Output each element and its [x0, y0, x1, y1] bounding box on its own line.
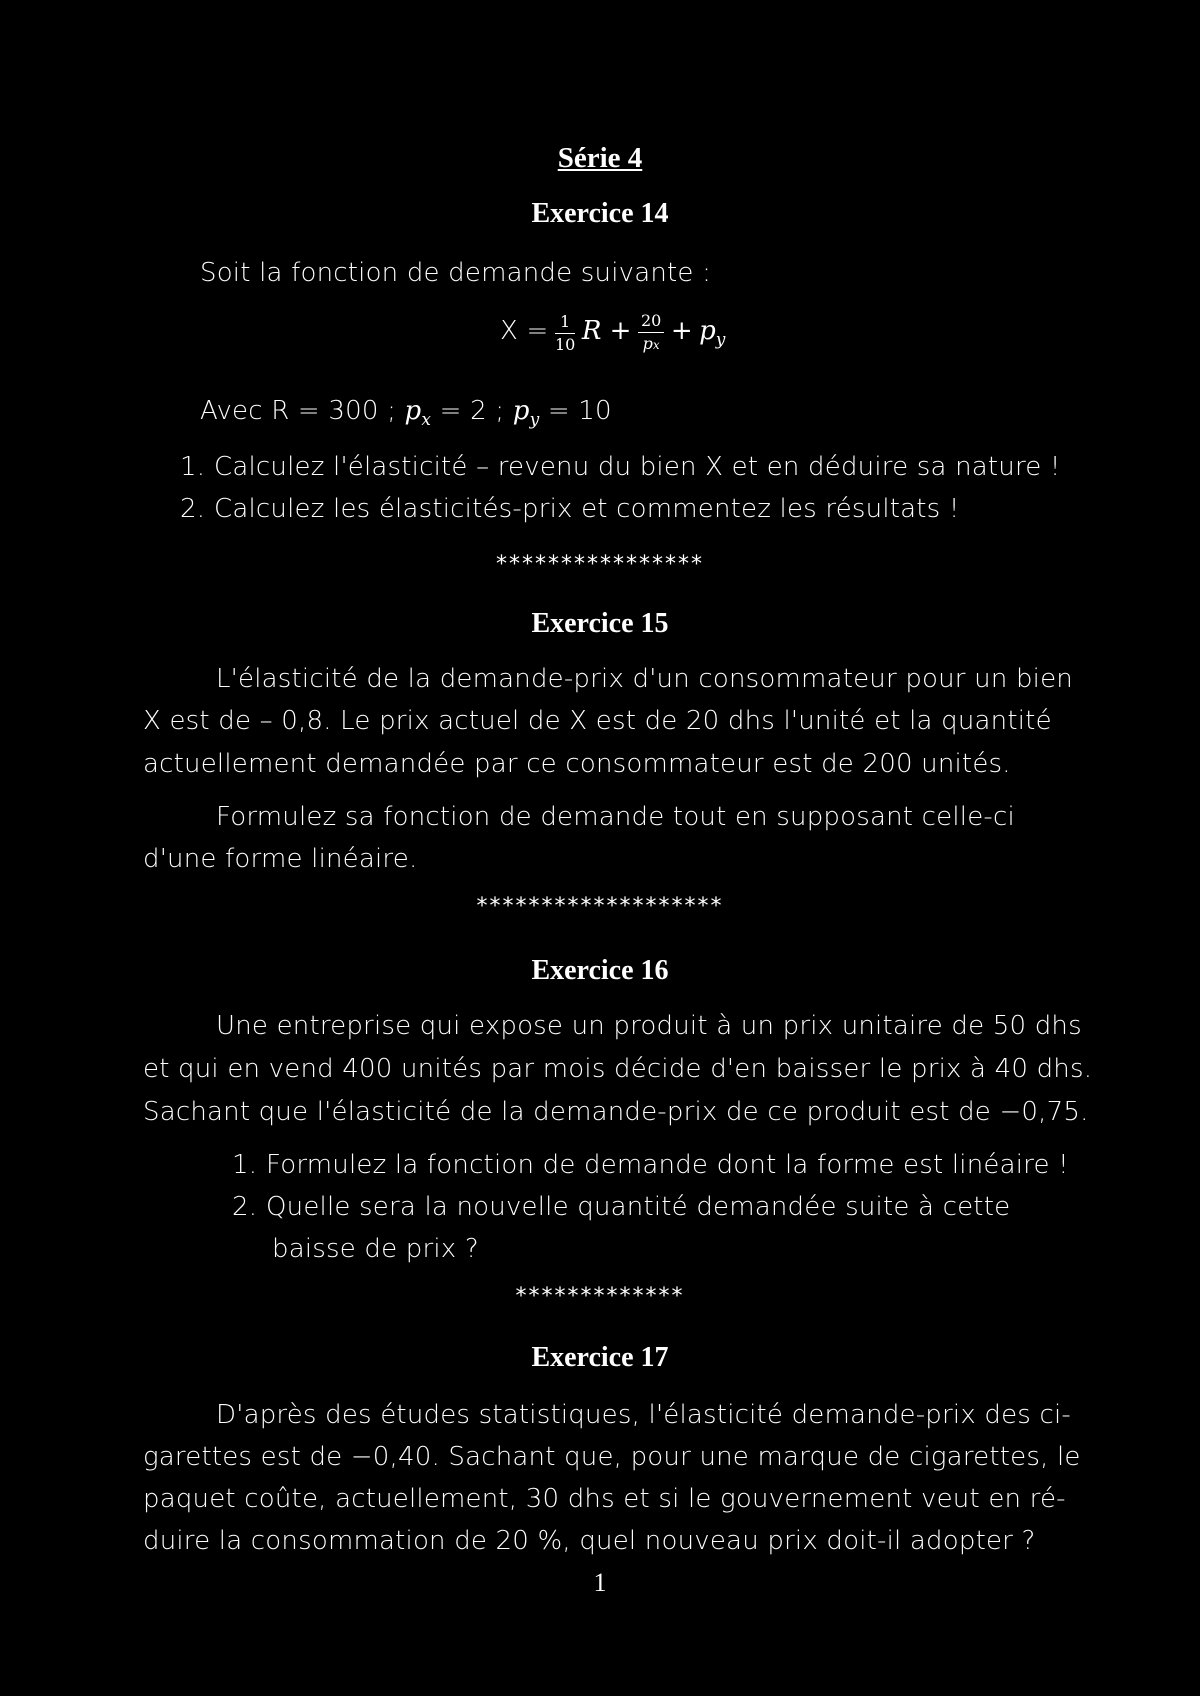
exercise-14-question-1: 1. Calculez l'élasticité – revenu du bien X et en déduire sa nature !	[180, 452, 1061, 482]
series-title: Série 4	[557, 142, 643, 174]
exercise-14-title: Exercice 14	[531, 198, 669, 229]
separator-stars-3: *************	[515, 1284, 685, 1309]
demand-formula: X = $\frac{1}{10}$ R + $\frac{20}{px}$ + $p_y$	[500, 311, 726, 354]
exercise-16-line-2: et qui en vend 400 unités par mois décide d'en baisser le prix à 40 dhs.	[143, 1054, 1093, 1084]
exercise-14-question-2: 2. Calculez les élasticités-prix et commentez les résultats !	[180, 494, 960, 524]
exercise-16-question-1: 1. Formulez la fonction de demande dont la forme est linéaire !	[232, 1150, 1069, 1180]
exercise-14-values: Avec R = 300 ; $p_x = 2$ ; $p_y = 10$	[200, 396, 612, 430]
separator-stars-1: ****************	[496, 552, 704, 577]
exercise-15-line-2: X est de – 0,8. Le prix actuel de X est de 20 dhs l'unité et la quantité	[143, 706, 1052, 736]
exercise-16-title: Exercice 16	[531, 955, 669, 986]
exercise-15-question-line-2: d'une forme linéaire.	[143, 844, 418, 874]
exercise-16-line-3: Sachant que l'élasticité de la demande-prix de ce produit est de −0,75.	[143, 1097, 1089, 1127]
exercise-16-question-2-cont: baisse de prix ?	[272, 1234, 479, 1264]
exercise-17-title: Exercice 17	[531, 1342, 669, 1373]
exercise-15-line-1: L'élasticité de la demande-prix d'un consommateur pour un bien	[216, 664, 1073, 694]
separator-stars-2: *******************	[476, 894, 724, 919]
exercise-17-line-3: paquet coûte, actuellement, 30 dhs et si le gouvernement veut en ré-	[143, 1484, 1066, 1514]
exercise-17-line-1: D'après des études statistiques, l'élasticité demande-prix des ci-	[216, 1400, 1071, 1430]
exercise-17-line-4: duire la consommation de 20 %, quel nouveau prix doit-il adopter ?	[143, 1526, 1036, 1556]
exercise-16-line-1: Une entreprise qui expose un produit à un prix unitaire de 50 dhs	[216, 1011, 1082, 1041]
exercise-15-line-3: actuellement demandée par ce consommateur est de 200 unités.	[143, 749, 1011, 779]
exercise-14-intro: Soit la fonction de demande suivante :	[200, 258, 712, 288]
exercise-15-question-line-1: Formulez sa fonction de demande tout en supposant celle-ci	[216, 802, 1015, 832]
exercise-17-line-2: garettes est de −0,40. Sachant que, pour une marque de cigarettes, le	[143, 1442, 1081, 1472]
exercise-16-question-2: 2. Quelle sera la nouvelle quantité demandée suite à cette	[232, 1192, 1011, 1222]
exercise-15-title: Exercice 15	[531, 608, 669, 639]
page-number: 1	[593, 1568, 607, 1597]
